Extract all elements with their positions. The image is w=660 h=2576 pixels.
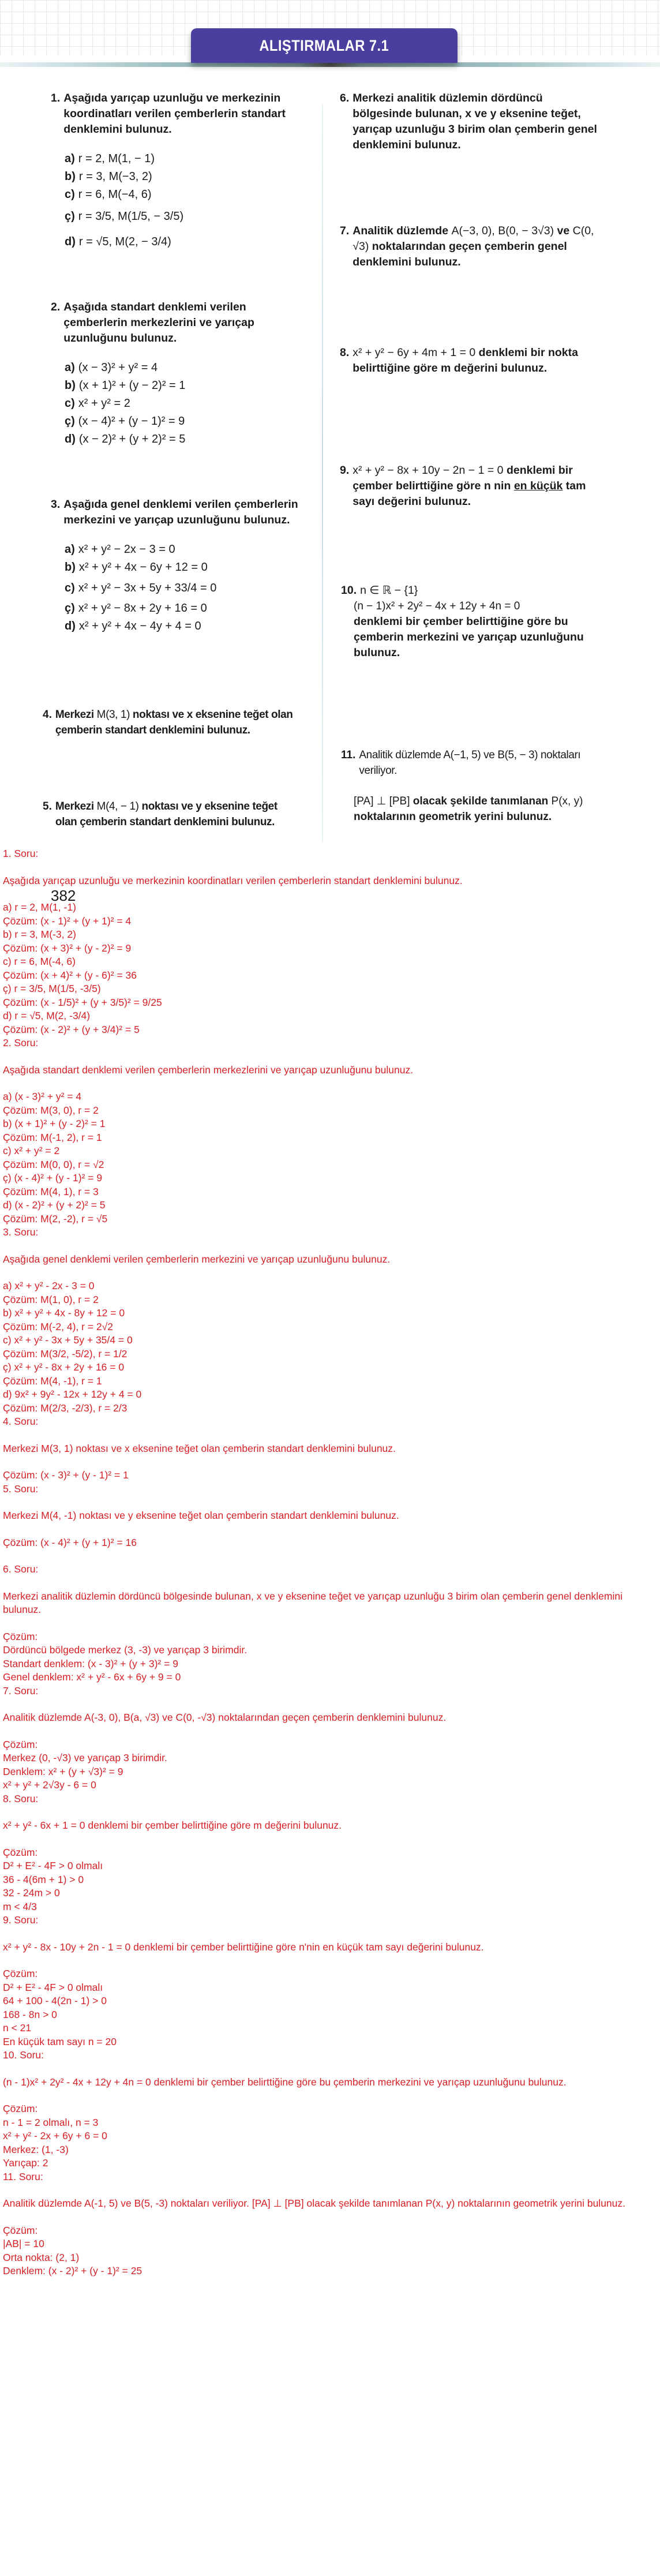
question-2 — [51, 299, 305, 448]
solution-line: Denklem: (x - 2)² + (y - 1)² = 25 — [3, 2265, 142, 2277]
item-c: c) x² + y² = 2 — [65, 397, 130, 410]
question-text: Merkezi M(4, − 1) noktası ve y eksenine teğet olan çemberin standart denklemini bulunuz. — [55, 800, 278, 828]
solution-line: Çözüm: (x + 4)² + (y - 6)² = 36 — [3, 969, 137, 981]
solution-line: Standart denklem: (x - 3)² + (y + 3)² = 9 — [3, 1657, 178, 1669]
question-9 — [340, 463, 599, 510]
item-c: c) x² + y² − 3x + 5y + 33/4 = 0 — [65, 582, 217, 594]
solution-block — [3, 1563, 660, 1684]
question-text: Analitik düzlemde A(−3, 0), B(0, − 3√3) ve C(0, √3) noktalarından geçen çemberin genel denklemini bulunuz. — [352, 224, 594, 268]
solution-block — [3, 2049, 660, 2170]
question-number: 9. — [340, 464, 350, 477]
solution-line: 168 - 8n > 0 — [3, 2008, 57, 2020]
solution-line: a) r = 2, M(1, -1) — [3, 901, 76, 913]
solution-heading: 1. Soru: — [3, 848, 39, 859]
solution-line: Çözüm: — [3, 1738, 38, 1750]
section-title-tab — [191, 28, 457, 63]
solution-line: D² + E² - 4F > 0 olmalı — [3, 1860, 103, 1871]
item-cc: ç) r = 3/5, M(1/5, − 3/5) — [65, 210, 184, 223]
solution-line: Çözüm: (x - 4)² + (y + 1)² = 16 — [3, 1536, 137, 1548]
solution-line: Çözüm: M(2, -2), r = √5 — [3, 1212, 108, 1225]
solution-line: Denklem: x² + (y + √3)² = 9 — [3, 1765, 123, 1777]
question-text: Aşağıda genel denklemi verilen çemberlerin merkezini ve yarıçap uzunluğunu bulunuz. — [63, 498, 298, 526]
question-domain: n ∈ ℝ − {1} — [360, 584, 418, 597]
solution-line: d) 9x² + 9y² - 12x + 12y + 4 = 0 — [3, 1388, 142, 1400]
item-cc: ç) (x − 4)² + (y − 1)² = 9 — [65, 415, 185, 428]
solution-line: ç) x² + y² - 8x + 2y + 16 = 0 — [3, 1361, 125, 1373]
section-title: ALIŞTIRMALAR 7.1 — [259, 36, 389, 54]
question-7 — [340, 223, 599, 270]
solution-line: Merkez (0, -√3) ve yarıçap 3 birimdir. — [3, 1752, 167, 1763]
solution-block — [3, 1684, 660, 1792]
solution-line: ç) (x - 4)² + (y - 1)² = 9 — [3, 1172, 103, 1184]
solution-line: Çözüm: — [3, 2103, 38, 2114]
question-5 — [43, 799, 297, 830]
question-number: 2. — [51, 301, 61, 313]
solution-line: c) x² + y² - 3x + 5y + 35/4 = 0 — [3, 1334, 133, 1346]
question-items — [65, 359, 305, 448]
solution-line: Çözüm: M(0, 0), r = √2 — [3, 1158, 104, 1170]
solution-prompt: Aşağıda yarıçap uzunluğu ve merkezinin koordinatları verilen çemberlerin standart denklemini bulunuz. — [3, 874, 463, 886]
question-text: Aşağıda yarıçap uzunluğu ve merkezinin koordinatları verilen çemberlerin standart denklemini bulunuz. — [63, 92, 286, 136]
solution-prompt: Aşağıda standart denklemi verilen çemberlerin merkezlerini ve yarıçap uzunluğunu bulunuz. — [3, 1064, 414, 1076]
solution-line: Genel denklem: x² + y² - 6x + 6y + 9 = 0 — [3, 1671, 181, 1683]
question-items — [65, 150, 305, 254]
solution-line: Çözüm: (x - 1)² + (y + 1)² = 4 — [3, 915, 132, 927]
solution-line: Yarıçap: 2 — [3, 2157, 48, 2169]
solution-line: x² + y² + 2√3y - 6 = 0 — [3, 1779, 96, 1791]
solution-line: x² + y² - 2x + 6y + 6 = 0 — [3, 2130, 107, 2141]
question-4 — [43, 707, 297, 738]
question-text: x² + y² − 8x + 10y − 2n − 1 = 0 denklemi bir çember belirttiğine göre n nin en küçük tam sayı değerini bulunuz. — [352, 464, 586, 508]
question-text: Aşağıda standart denklemi verilen çemberlerin merkezlerini ve yarıçap uzunluğunu bulunuz. — [63, 301, 254, 345]
question-1 — [51, 91, 305, 254]
solution-line: Çözüm: M(3/2, -5/2), r = 1/2 — [3, 1347, 127, 1360]
solution-heading: 10. Soru: — [3, 2049, 44, 2061]
item-a: a) (x − 3)² + y² = 4 — [65, 361, 158, 374]
solution-prompt: (n - 1)x² + 2y² - 4x + 12y + 4n = 0 denklemi bir çember belirttiğine göre bu çemberin merkezini ve yarıçap uzunluğunu bulunuz. — [3, 2076, 567, 2088]
question-text: x² + y² − 6y + 4m + 1 = 0 denklemi bir nokta belirttiğine göre m değerini bulunuz. — [352, 346, 578, 375]
question-number: 3. — [51, 498, 61, 511]
question-number: 6. — [340, 92, 350, 104]
solution-prompt: x² + y² - 8x - 10y + 2n - 1 = 0 denklemi bir çember belirttiğine göre n'nin en küçük tam sayı değerini bulunuz. — [3, 1941, 484, 1953]
solution-prompt: x² + y² - 6x + 1 = 0 denklemi bir çember belirttiğine göre m değerini bulunuz. — [3, 1819, 342, 1831]
solution-line: 36 - 4(6m + 1) > 0 — [3, 1873, 84, 1885]
question-equation: (n − 1)x² + 2y² − 4x + 12y + 4n = 0 — [354, 600, 520, 612]
solution-block — [3, 1226, 660, 1415]
question-text: Merkezi analitik düzlemin dördüncü bölgesinde bulunan, x ve y eksenine teğet, yarıçap uzunluğu 3 birim olan çemberin genel denklemini bulunuz. — [352, 92, 597, 151]
solution-line: n - 1 = 2 olmalı, n = 3 — [3, 2116, 99, 2128]
solution-line: Çözüm: — [3, 1630, 38, 1642]
question-number: 7. — [340, 224, 350, 237]
item-a: a) r = 2, M(1, − 1) — [65, 152, 155, 165]
solution-heading: 4. Soru: — [3, 1416, 39, 1427]
item-a: a) x² + y² − 2x − 3 = 0 — [65, 543, 175, 556]
solution-heading: 9. Soru: — [3, 1914, 39, 1926]
solution-line: Orta nokta: (2, 1) — [3, 2251, 80, 2263]
question-items — [65, 541, 305, 635]
solution-line: b) (x + 1)² + (y - 2)² = 1 — [3, 1118, 106, 1129]
solution-heading: 3. Soru: — [3, 1226, 39, 1238]
solution-line: D² + E² - 4F > 0 olmalı — [3, 1981, 103, 1993]
question-11 — [341, 747, 601, 825]
item-c: c) r = 6, M(−4, 6) — [65, 188, 152, 201]
solution-line: a) x² + y² - 2x - 3 = 0 — [3, 1280, 95, 1291]
solution-line: Çözüm: M(2/3, -2/3), r = 2/3 — [3, 1402, 127, 1414]
solution-line: En küçük tam sayı n = 20 — [3, 2035, 117, 2047]
solution-line: |AB| = 10 — [3, 2238, 44, 2249]
solution-prompt: Merkezi M(3, 1) noktası ve x eksenine teğet olan çemberin standart denklemini bulunuz. — [3, 1442, 396, 1454]
solution-line: d) r = √5, M(2, -3/4) — [3, 1010, 91, 1021]
solution-heading: 7. Soru: — [3, 1684, 39, 1697]
solution-line: c) x² + y² = 2 — [3, 1145, 60, 1156]
question-text: Merkezi M(3, 1) noktası ve x eksenine teğet olan çemberin standart denklemini bulunuz. — [55, 709, 293, 736]
question-number: 1. — [51, 92, 61, 104]
page-number: 382 — [51, 887, 76, 904]
solution-prompt: Merkezi M(4, -1) noktası ve y eksenine teğet olan çemberin standart denklemini bulunuz. — [3, 1510, 399, 1521]
item-b: b) r = 3, M(−3, 2) — [65, 170, 152, 183]
question-number: 11. — [341, 749, 356, 761]
solution-block — [3, 1914, 660, 2049]
solution-line: m < 4/3 — [3, 1900, 37, 1912]
solution-line: Merkez: (1, -3) — [3, 2143, 69, 2155]
item-b: b) (x + 1)² + (y − 2)² = 1 — [65, 379, 186, 392]
solution-line: Çözüm: — [3, 2224, 38, 2236]
question-number: 10. — [341, 584, 357, 597]
solution-block — [3, 1415, 660, 1482]
solution-block — [3, 1482, 660, 1563]
solution-line: b) r = 3, M(-3, 2) — [3, 928, 76, 940]
solution-heading: 8. Soru: — [3, 1792, 39, 1804]
solution-line: a) (x - 3)² + y² = 4 — [3, 1091, 82, 1102]
underlined-phrase: en küçük — [513, 480, 563, 492]
solution-line: Çözüm: (x - 3)² + (y - 1)² = 1 — [3, 1469, 129, 1481]
solution-prompt: Aşağıda genel denklemi verilen çemberlerin merkezini ve yarıçap uzunluğunu bulunuz. — [3, 1253, 391, 1265]
solution-line: 32 - 24m > 0 — [3, 1887, 60, 1899]
solution-line: ç) r = 3/5, M(1/5, -3/5) — [3, 983, 101, 994]
solution-line: c) r = 6, M(-4, 6) — [3, 956, 76, 967]
solution-heading: 2. Soru: — [3, 1037, 39, 1049]
item-b: b) x² + y² + 4x − 6y + 12 = 0 — [65, 561, 208, 574]
solution-line: n < 21 — [3, 2022, 32, 2034]
question-8 — [340, 345, 599, 376]
solution-line: Çözüm: (x - 2)² + (y + 3/4)² = 5 — [3, 1023, 140, 1035]
solution-line: Çözüm: — [3, 1968, 38, 1979]
solution-line: Çözüm: M(1, 0), r = 2 — [3, 1293, 99, 1305]
solution-line: 64 + 100 - 4(2n - 1) > 0 — [3, 1995, 107, 2006]
item-d: d) (x − 2)² + (y + 2)² = 5 — [65, 433, 186, 445]
column-divider — [322, 104, 323, 843]
solution-line: Çözüm: M(-1, 2), r = 1 — [3, 1131, 102, 1143]
solution-heading: 5. Soru: — [3, 1482, 39, 1495]
solution-line: d) (x - 2)² + (y + 2)² = 5 — [3, 1199, 106, 1211]
item-d: d) x² + y² + 4x − 4y + 4 = 0 — [65, 620, 201, 632]
solution-block — [3, 847, 660, 1036]
solution-line: Çözüm: M(3, 0), r = 2 — [3, 1104, 99, 1116]
question-6 — [340, 91, 599, 153]
item-cc: ç) x² + y² − 8x + 2y + 16 = 0 — [65, 602, 207, 615]
question-number: 5. — [43, 800, 52, 813]
solution-line: Çözüm: M(-2, 4), r = 2√2 — [3, 1320, 113, 1332]
solution-prompt: Analitik düzlemde A(-3, 0), B(a, √3) ve C(0, -√3) noktalarından geçen çemberin denklemini bulunuz. — [3, 1712, 447, 1723]
spacer — [3, 1549, 660, 1563]
question-3 — [51, 497, 305, 635]
question-10 — [341, 583, 601, 661]
question-number: 8. — [340, 346, 350, 359]
question-text: Analitik düzlemde A(−1, 5) ve B(5, − 3) noktaları veriliyor. — [359, 749, 581, 777]
item-d: d) r = √5, M(2, − 3/4) — [65, 235, 171, 248]
solution-block — [3, 1792, 660, 1914]
header-band — [0, 62, 660, 67]
solution-prompt: Analitik düzlemde A(-1, 5) ve B(5, -3) noktaları veriliyor. [PA] ⊥ [PB] olacak şekilde tanımlanan P(x, y) noktalarının geometrik yerini bulunuz. — [3, 2197, 626, 2209]
textbook-page — [0, 0, 660, 845]
solution-block — [3, 2170, 660, 2278]
question-text: denklemi bir çember belirttiğine göre bu çemberin merkezini ve yarıçap uzunluğunu bulunuz. — [354, 615, 584, 659]
solution-prompt: Merkezi analitik düzlemin dördüncü bölgesinde bulunan, x ve y eksenine teğet ve yarıçap uzunluğu 3 birim olan çemberin genel denklemini bulunuz. — [3, 1590, 622, 1615]
solution-line: Çözüm: (x + 3)² + (y - 2)² = 9 — [3, 942, 132, 954]
solution-line: Dördüncü bölgede merkez (3, -3) ve yarıçap 3 birimdir. — [3, 1644, 247, 1656]
solution-line: Çözüm: M(4, -1), r = 1 — [3, 1375, 102, 1387]
question-subtext: [PA] ⊥ [PB] olacak şekilde tanımlanan P(x, y) noktalarının geometrik yerini bulunuz. — [354, 795, 583, 823]
solution-heading: 11. Soru: — [3, 2170, 43, 2182]
solution-line: Çözüm: M(4, 1), r = 3 — [3, 1185, 99, 1197]
solution-line: b) x² + y² + 4x - 8y + 12 = 0 — [3, 1307, 125, 1319]
question-number: 4. — [43, 709, 52, 721]
solution-heading: 6. Soru: — [3, 1563, 39, 1575]
solutions-section — [0, 847, 660, 2278]
solution-line: Çözüm: — [3, 1846, 38, 1858]
solution-block — [3, 1036, 660, 1226]
solution-line: Çözüm: (x - 1/5)² + (y + 3/5)² = 9/25 — [3, 996, 162, 1008]
